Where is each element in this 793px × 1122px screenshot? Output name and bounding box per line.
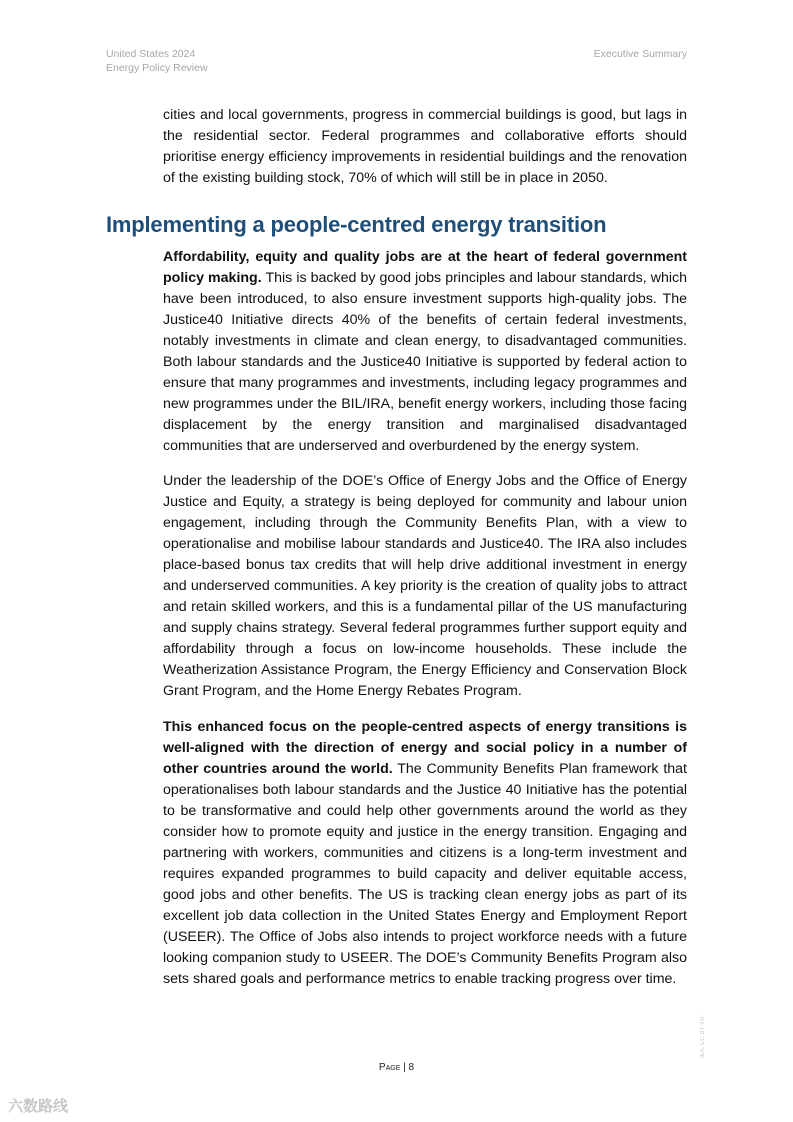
paragraph-doe-leadership <box>163 471 687 702</box>
paragraph-affordability <box>163 247 687 457</box>
paragraph-text: This is backed by good jobs principles and labour standards, which have been introduced, to also ensure investment supports high-quality jobs. The Justice40 Initiative directs 40% of the benefits of certain federal investments, notably investments in climate and clean energy, to disadvantaged communities. Both labour standards and the Justice40 Initiative is supported by federal action to ensure that many programmes and investments, including legacy programmes and new programmes under the BIL/IRA, benefit energy workers, including those facing displacement by the energy transition and marginalised disadvantaged communities that are underserved and overburdened by the energy system. <box>163 270 687 454</box>
paragraph-people-centred <box>163 717 687 990</box>
header-report-country: United States 2024 <box>106 48 196 60</box>
paragraph-text: Under the leadership of the DOE’s Office of Energy Jobs and the Office of Energy Justice and Equity, a strategy is being deployed for community and labour union engagement, including through the Community Benefits Plan, with a view to operationalise and mobilise labour standards and Justice40. The IRA also includes place-based bonus tax credits that will help drive additional investment in energy and underserved communities. A key priority is the creation of quality jobs to attract and retain skilled workers, and this is a fundamental pillar of the US manufacturing and supply chains strategy. Several federal programmes further support equity and affordability through a focus on low-income households. These include the Weatherization Assistance Program, the Energy Efficiency and Conservation Block Grant Program, and the Home Energy Rebates Program. <box>163 473 687 699</box>
license-note: IEA. CC BY 4.0. <box>700 1015 706 1058</box>
running-header-section: Executive Summary <box>593 48 687 60</box>
paragraph-lead-bold: Affordability, equity and quality jobs are at the heart of federal government policy making. <box>163 249 687 286</box>
watermark-text: 六数路线 <box>8 1098 69 1115</box>
paragraph-text: The Community Benefits Plan framework that operationalises both labour standards and the Justice 40 Initiative has the potential to be transformative and could help other governments around the world as they consider how to promote equity and justice in the energy transition. Engaging and partnering with workers, communities and citizens is a long-term investment and requires expanded programmes to build capacity and deliver equitable access, good jobs and other benefits. The US is tracking clean energy jobs as part of its excellent job data collection in the United States Energy and Employment Report (USEER). The Office of Jobs also intends to project workforce needs with a future looking companion study to USEER. The DOE’s Community Benefits Program also sets shared goals and performance metrics to enable tracking progress over time. <box>163 761 687 987</box>
paragraph-lead-bold: This enhanced focus on the people-centred aspects of energy transitions is well-aligned with the direction of energy and social policy in a number of other countries around the world. <box>163 719 687 777</box>
running-header-left <box>106 47 208 75</box>
page-number: 8 <box>408 1062 415 1073</box>
watermark-logo <box>8 1095 68 1116</box>
paragraph-text: cities and local governments, progress in commercial buildings is good, but lags in the residential sector. Federal programmes and collaborative efforts should prioritise energy efficiency improvements in residential buildings and the renovation of the existing building stock, 70% of which will still be in place in 2050. <box>163 107 687 186</box>
page-number-footer <box>0 1062 793 1073</box>
page-label: Page <box>378 1062 401 1073</box>
section-heading: Implementing a people-centred energy transition <box>106 212 607 237</box>
paragraph-continuation <box>163 105 687 189</box>
page-separator: | <box>400 1062 409 1073</box>
header-report-title: Energy Policy Review <box>106 62 208 74</box>
